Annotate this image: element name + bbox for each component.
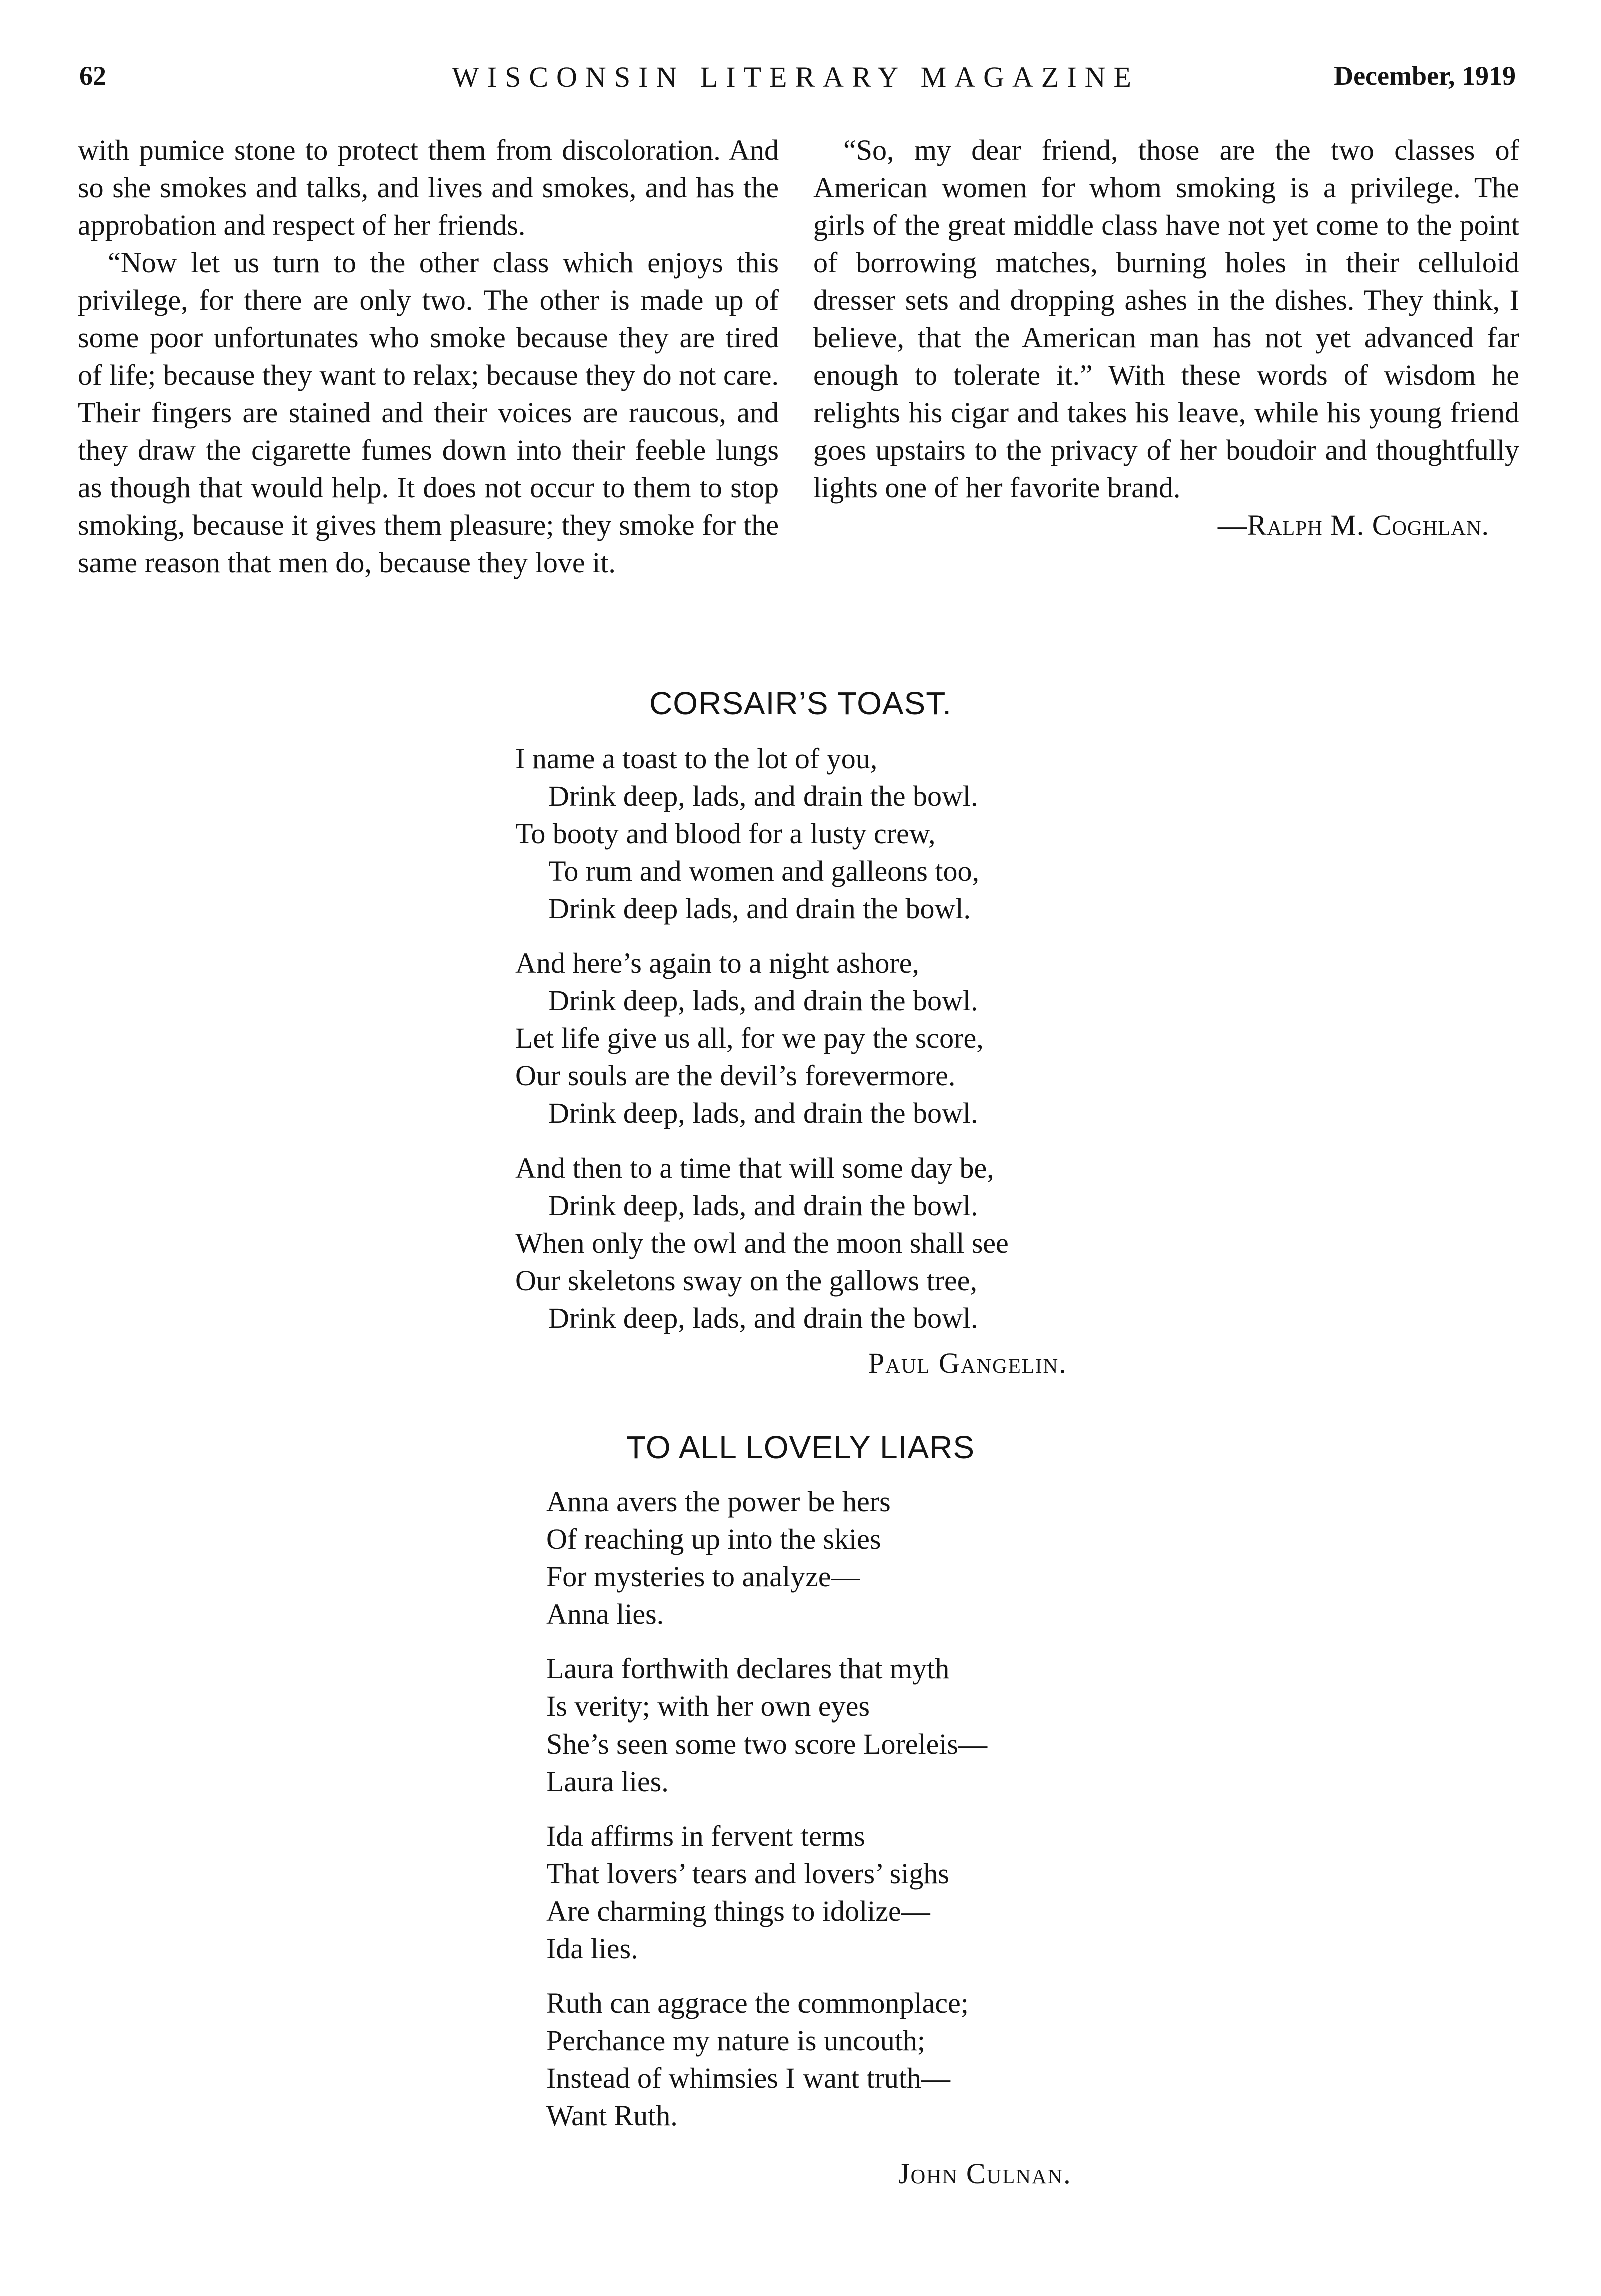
poem-stanza <box>546 1984 987 2134</box>
poem-line: Are charming things to idolize— <box>546 1895 930 1927</box>
poem-line: Is verity; with her own eyes <box>546 1690 870 1723</box>
poem-line: That lovers’ tears and lovers’ sighs <box>546 1857 949 1890</box>
issue-date: December, 1919 <box>1334 61 1516 91</box>
poem-line: Let life give us all, for we pay the score, <box>515 1022 984 1054</box>
essay-right-column <box>813 131 1519 544</box>
poem-stanza <box>546 1650 987 1800</box>
poem-line: Drink deep, lads, and drain the bowl. <box>548 984 978 1017</box>
poem-line: Drink deep, lads, and drain the bowl. <box>548 1189 978 1222</box>
poem-stanza <box>546 1817 987 1967</box>
essay-paragraph: “So, my dear friend, those are the two classes of American women for whom smoking is a privilege. The girls of the great middle class have not yet come to the point of borrowing matches, burning holes in their celluloid dresser sets and dropping ashes in the dishes. They think, I believe, that the American man has not yet advanced far enough to tolerate it.” With these words of wisdom he relights his cigar and takes his leave, while his young friend goes upstairs to the privacy of her boudoir and thoughtfully lights one of her favorite brand. <box>813 134 1519 504</box>
poem-author-john-culnan: John Culnan. <box>898 2157 1072 2190</box>
poem-title-corsairs-toast: CORSAIR’S TOAST. <box>649 685 952 721</box>
poem-line: And here’s again to a night ashore, <box>515 947 919 979</box>
poem-line: Our souls are the devil’s forevermore. <box>515 1059 956 1092</box>
essay-paragraph: with pumice stone to protect them from discoloration. And so she smokes and talks, and lives and smokes, and has the approbation and respect of her friends. <box>78 134 779 241</box>
page-number: 62 <box>79 61 106 91</box>
poem-line: Drink deep lads, and drain the bowl. <box>548 892 971 925</box>
poem-line: Laura forthwith declares that myth <box>546 1652 950 1685</box>
poem-line: Ida affirms in fervent terms <box>546 1820 865 1852</box>
essay-left-column <box>78 131 779 582</box>
poem-to-all-lovely-liars <box>546 1483 987 2151</box>
poem-line: Laura lies. <box>546 1765 669 1798</box>
poem-title-to-all-lovely-liars: TO ALL LOVELY LIARS <box>626 1429 975 1465</box>
essay-byline: —Ralph M. Coghlan. <box>1217 509 1489 541</box>
poem-line: Anna lies. <box>546 1598 664 1630</box>
poem-line: Drink deep, lads, and drain the bowl. <box>548 1302 978 1334</box>
poem-line: Of reaching up into the skies <box>546 1523 881 1555</box>
poem-line: Our skeletons sway on the gallows tree, <box>515 1264 977 1297</box>
poem-line: To rum and women and galleons too, <box>548 855 979 887</box>
poem-line: And then to a time that will some day be, <box>515 1152 994 1184</box>
poem-corsairs-toast <box>515 740 1009 1354</box>
poem-line: Instead of whimsies I want truth— <box>546 2062 951 2094</box>
poem-line: Perchance my nature is uncouth; <box>546 2024 925 2057</box>
poem-line: When only the owl and the moon shall see <box>515 1227 1009 1259</box>
poem-stanza <box>546 1483 987 1633</box>
poem-line: Want Ruth. <box>546 2099 678 2132</box>
poem-stanza <box>515 1149 1009 1337</box>
poem-line: To booty and blood for a lusty crew, <box>515 817 936 850</box>
essay-paragraph: “Now let us turn to the other class which enjoys this privilege, for there are only two. The other is made up of some poor unfortunates who smoke because they are tired of life; because they want to relax; because they do not care. Their fingers are stained and their voices are raucous, and they draw the cigarette fumes down into their feeble lungs as though that would help. It does not occur to them to stop smoking, because it gives them pleasure; they smoke for the same reason that men do, because they love it. <box>78 246 779 579</box>
poem-line: Drink deep, lads, and drain the bowl. <box>548 780 978 812</box>
poem-line: For mysteries to analyze— <box>546 1560 860 1593</box>
poem-line: Ruth can aggrace the commonplace; <box>546 1987 969 2019</box>
poem-stanza <box>515 740 1009 927</box>
poem-line: Drink deep, lads, and drain the bowl. <box>548 1097 978 1129</box>
magazine-title: WISCONSIN LITERARY MAGAZINE <box>452 61 1139 93</box>
poem-author-paul-gangelin: Paul Gangelin. <box>868 1347 1067 1379</box>
running-header <box>75 60 1516 105</box>
poem-stanza <box>515 944 1009 1132</box>
poem-line: Ida lies. <box>546 1932 638 1965</box>
poem-line: She’s seen some two score Loreleis— <box>546 1728 988 1760</box>
poem-line: Anna avers the power be hers <box>546 1485 891 1518</box>
poem-line: I name a toast to the lot of you, <box>515 742 878 775</box>
